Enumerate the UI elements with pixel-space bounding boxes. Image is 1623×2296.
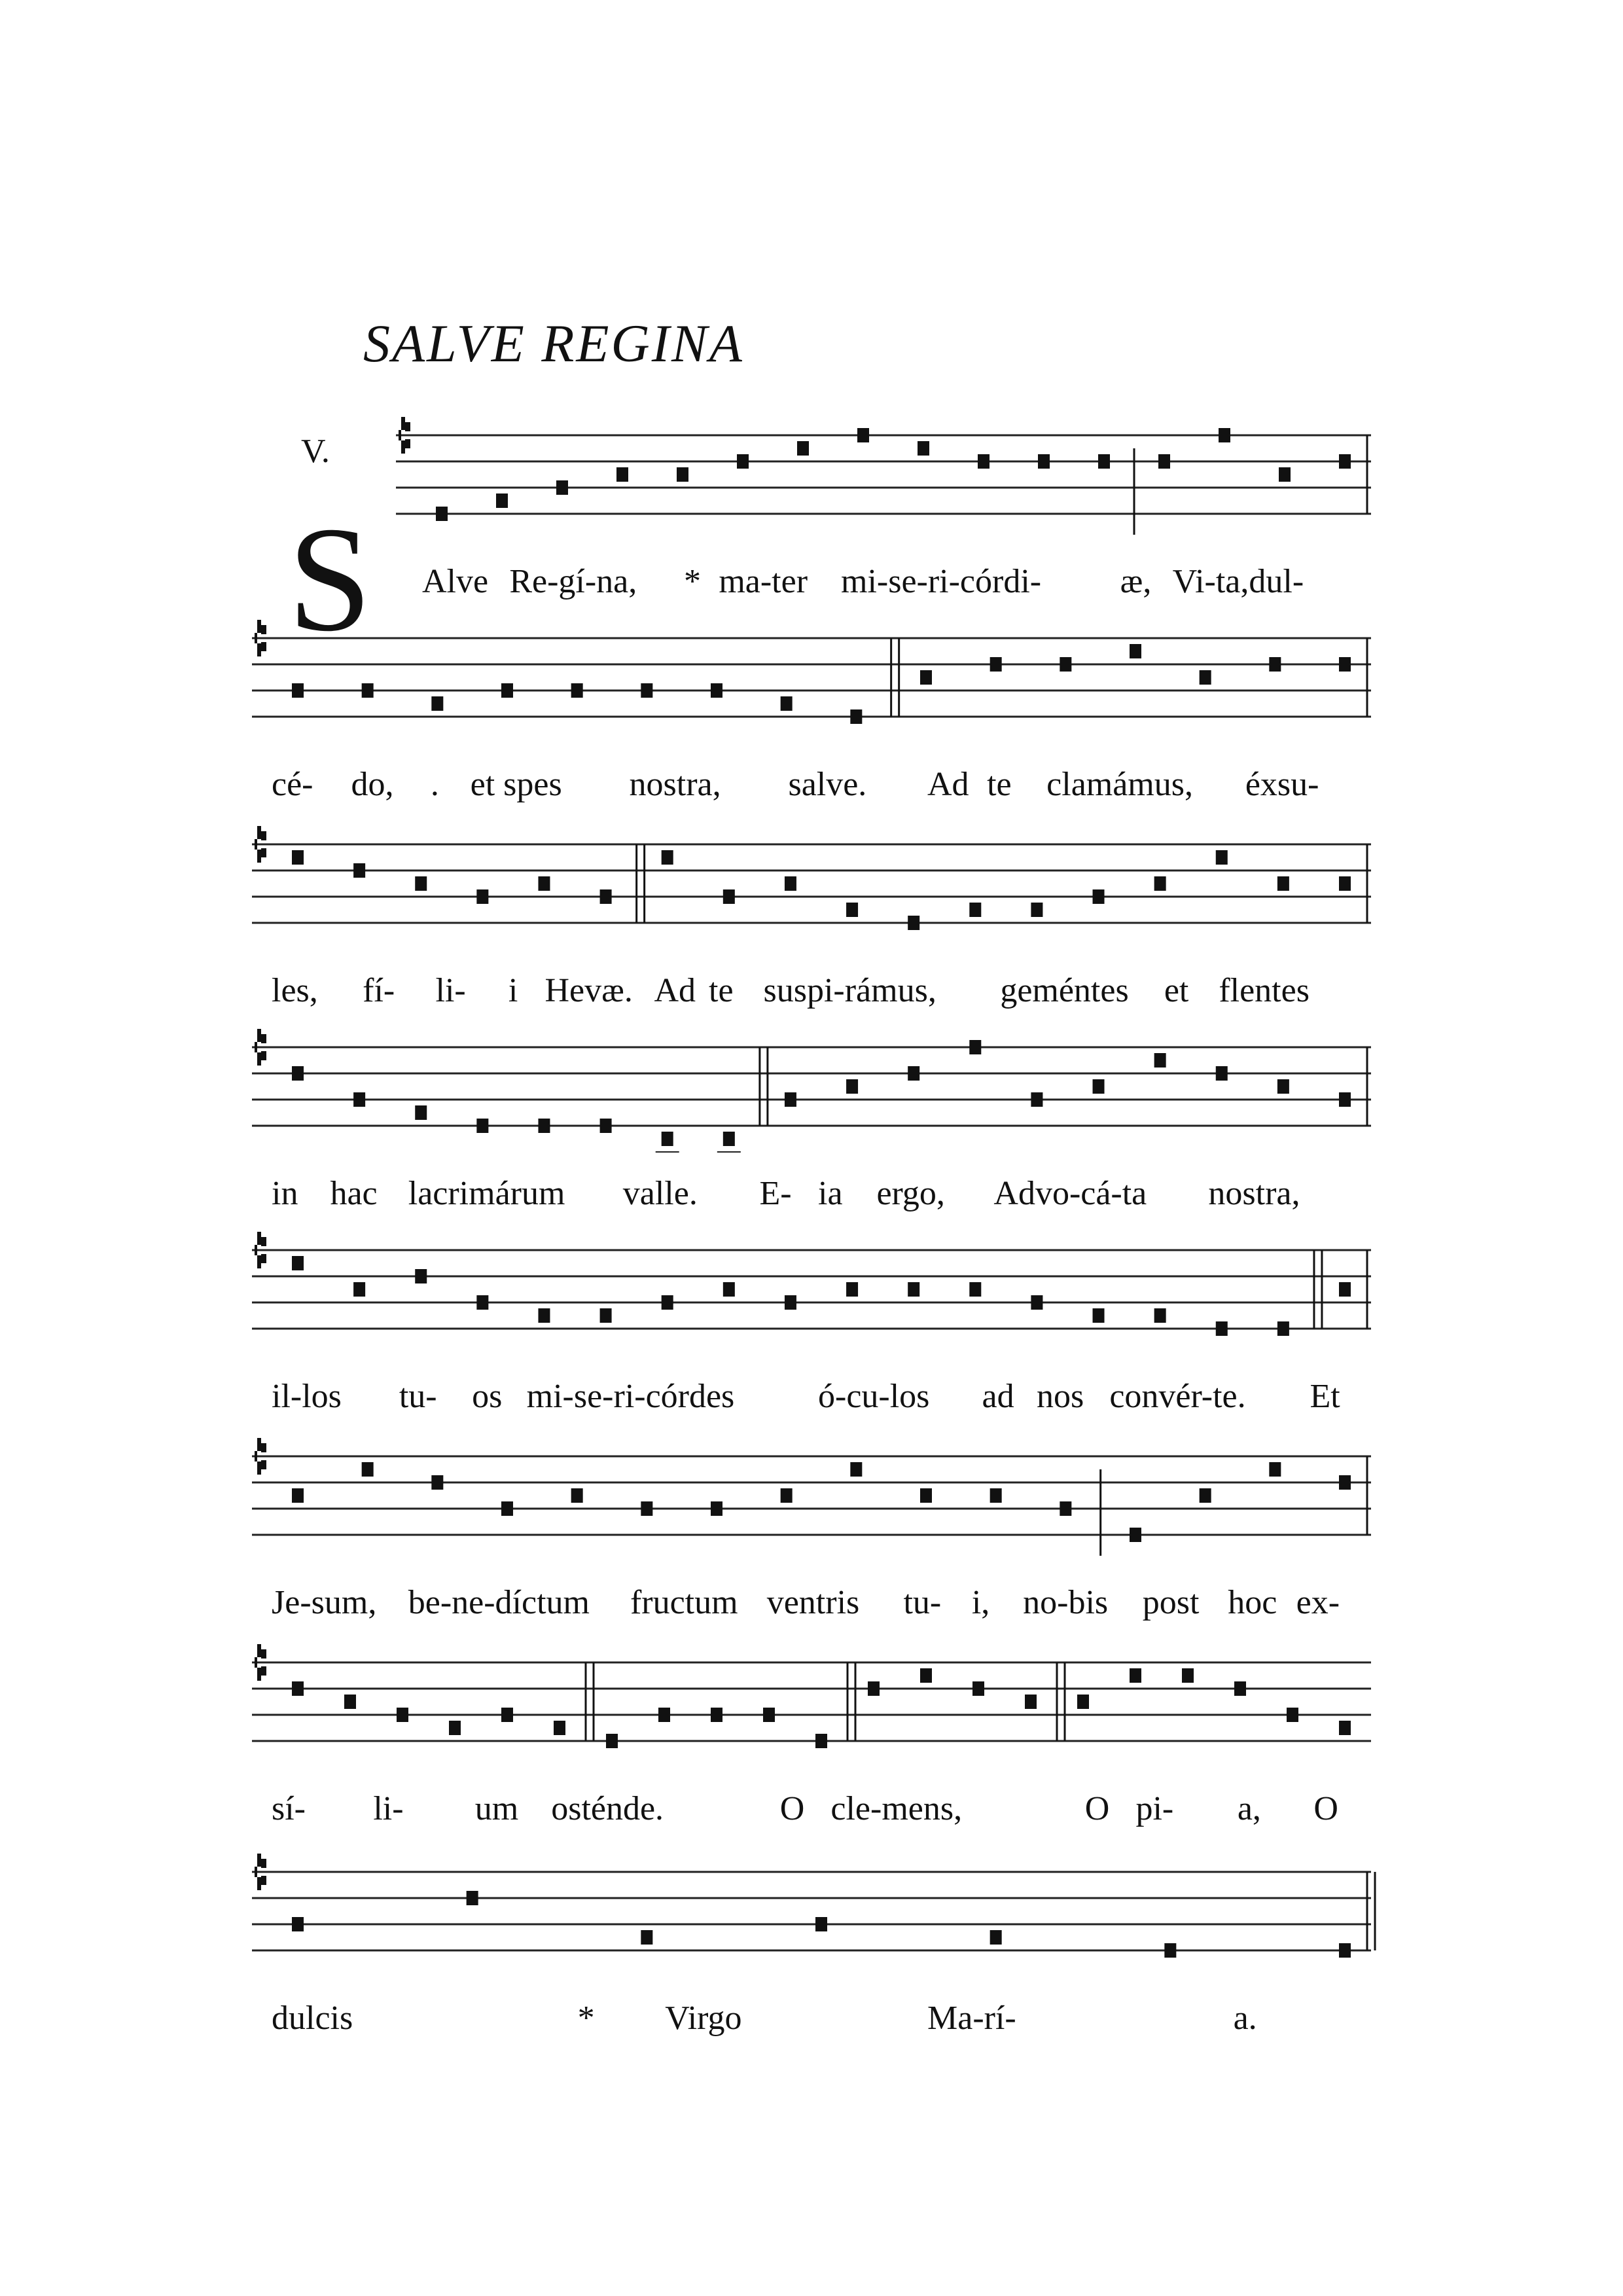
lyric-syllable: et (1164, 972, 1189, 1009)
neume-note (850, 709, 862, 724)
neume-note (1164, 1943, 1176, 1958)
lyric-syllable: O (779, 1790, 805, 1827)
neume-note (815, 1917, 827, 1931)
lyric-syllable: salve. (788, 766, 867, 803)
neume-note (1339, 1282, 1351, 1297)
neume-note (600, 1119, 612, 1133)
lyric-syllable: post (1142, 1584, 1200, 1621)
neume-note (662, 1132, 673, 1146)
neume-note (846, 903, 858, 917)
neume-note (641, 1930, 652, 1945)
lyric-syllable: O (1084, 1790, 1110, 1827)
neume-note (1031, 903, 1043, 917)
neume-note (353, 1282, 365, 1297)
lyric-syllable: convér-te. (1109, 1378, 1246, 1415)
neume-note (763, 1708, 775, 1722)
system-7 (252, 1644, 1371, 1827)
neume-note (292, 1681, 304, 1696)
neume-note (431, 1475, 443, 1490)
lyric-syllable: clamámus, (1046, 766, 1194, 803)
neume-note (476, 889, 488, 904)
neume-note (918, 441, 929, 456)
neume-note (1339, 1943, 1351, 1958)
neume-note (785, 1295, 796, 1310)
lyric-syllable: ia (818, 1175, 843, 1212)
lyric-syllable: Re-gí-na, (509, 563, 637, 600)
lyric-syllable: no-bis (1023, 1584, 1109, 1621)
neume-note (415, 1105, 427, 1120)
lyric-syllable: fí- (363, 972, 395, 1009)
neume-note (292, 1488, 304, 1503)
neume-note (969, 1282, 981, 1297)
neume-note (571, 1488, 583, 1503)
neume-note (616, 467, 628, 482)
chant-title: SALVE REGINA (363, 314, 744, 373)
neume-note (353, 1092, 365, 1107)
lyric-syllable: Ad (927, 766, 969, 803)
lyric-syllable: Hevæ. (544, 972, 633, 1009)
neume-note (978, 454, 990, 469)
lyric-syllable: geméntes (1000, 972, 1129, 1009)
neume-note (785, 1092, 796, 1107)
neume-note (908, 1282, 919, 1297)
neume-note (600, 889, 612, 904)
lyric-syllable: pi- (1135, 1790, 1174, 1827)
lyric-syllable: ad (982, 1378, 1014, 1415)
neume-note (1339, 657, 1351, 672)
neume-note (538, 1119, 550, 1133)
neume-note (449, 1721, 461, 1735)
neume-note (711, 683, 722, 698)
lyric-syllable: . (430, 766, 439, 803)
lyric-syllable: fructum (630, 1584, 738, 1621)
neume-note (1339, 454, 1351, 469)
lyric-syllable: lacrimárum (408, 1175, 565, 1212)
neume-note (496, 493, 508, 508)
lyric-syllable: ó-cu-los (818, 1378, 930, 1415)
lyric-syllable: * (577, 2000, 595, 2037)
neume-note (397, 1708, 408, 1722)
lyric-syllable: flentes (1219, 972, 1310, 1009)
neume-note (1287, 1708, 1298, 1722)
neume-note (1182, 1668, 1194, 1683)
neume-note (292, 1066, 304, 1081)
lyric-syllable: éxsu- (1245, 766, 1319, 803)
system-3 (252, 826, 1371, 1009)
lyric-syllable: nos (1037, 1378, 1084, 1415)
neume-note (723, 1282, 735, 1297)
neume-note (501, 1501, 513, 1516)
neume-note (737, 454, 749, 469)
lyric-syllable: nostra, (1208, 1175, 1300, 1212)
neume-note (571, 683, 583, 698)
neume-note (658, 1708, 670, 1722)
lyric-syllable: Ad (654, 972, 696, 1009)
neume-note (920, 1668, 932, 1683)
neume-note (990, 1488, 1002, 1503)
neume-note (436, 507, 448, 521)
neume-note (1216, 1321, 1228, 1336)
neume-note (1158, 454, 1170, 469)
neume-note (1130, 644, 1141, 658)
neume-note (431, 696, 443, 711)
neume-note (908, 916, 919, 930)
neume-note (1339, 876, 1351, 891)
neume-note (1277, 1079, 1289, 1094)
lyric-syllable: Vi-ta,dul- (1172, 563, 1304, 600)
neume-note (1025, 1695, 1037, 1709)
lyric-syllable: O (1313, 1790, 1338, 1827)
neume-note (920, 670, 932, 685)
lyric-syllable: suspi-rámus, (763, 972, 936, 1009)
system-5 (252, 1232, 1371, 1415)
lyric-syllable: ma-ter (719, 563, 808, 600)
neume-note (1219, 428, 1230, 442)
neume-note (501, 1708, 513, 1722)
neume-note (606, 1734, 618, 1748)
neume-note (362, 1462, 374, 1477)
lyric-syllable: valle. (622, 1175, 698, 1212)
system-8 (252, 1854, 1375, 2037)
neume-note (292, 850, 304, 865)
lyric-syllable: nostra, (629, 766, 721, 803)
neume-note (292, 1256, 304, 1270)
neume-note (1269, 657, 1281, 672)
neume-note (1038, 454, 1050, 469)
neume-note (415, 876, 427, 891)
neume-note (476, 1119, 488, 1133)
lyric-syllable: Je-sum, (272, 1584, 377, 1621)
lyric-syllable: li- (435, 972, 466, 1009)
neume-note (857, 428, 869, 442)
neume-note (1077, 1695, 1089, 1709)
neume-note (1200, 1488, 1211, 1503)
neume-note (641, 1501, 652, 1516)
lyric-syllable: i, (971, 1584, 990, 1621)
neume-note (1031, 1295, 1043, 1310)
neume-note (1339, 1092, 1351, 1107)
lyric-syllable: te (987, 766, 1012, 803)
lyric-syllable: Ma-rí- (927, 2000, 1016, 2037)
lyric-syllable: tu- (399, 1378, 437, 1415)
neume-note (1216, 850, 1228, 865)
lyric-syllable: li- (373, 1790, 404, 1827)
lyric-syllable: i (508, 972, 518, 1009)
neume-note (476, 1295, 488, 1310)
neume-note (990, 1930, 1002, 1945)
neume-note (908, 1066, 919, 1081)
neume-note (711, 1501, 722, 1516)
neume-note (972, 1681, 984, 1696)
neume-note (1093, 1079, 1105, 1094)
neume-note (1279, 467, 1291, 482)
neume-note (344, 1695, 356, 1709)
lyric-syllable: æ, (1120, 563, 1152, 600)
neume-note (723, 1132, 735, 1146)
neume-note (850, 1462, 862, 1477)
neume-note (467, 1891, 478, 1905)
neume-note (641, 683, 652, 698)
lyric-syllable: il-los (272, 1378, 342, 1415)
neume-note (797, 441, 809, 456)
neume-note (662, 850, 673, 865)
neume-note (1216, 1066, 1228, 1081)
lyric-syllable: dulcis (272, 2000, 353, 2037)
system-6 (252, 1438, 1371, 1621)
neume-note (1200, 670, 1211, 685)
neume-note (1031, 1092, 1043, 1107)
lyric-syllable: um (474, 1790, 519, 1827)
lyric-syllable: ergo, (876, 1175, 945, 1212)
neume-note (415, 1269, 427, 1283)
lyric-syllable: les, (272, 972, 318, 1009)
neume-note (1060, 657, 1071, 672)
neume-note (711, 1708, 722, 1722)
neume-note (600, 1308, 612, 1323)
neume-note (1339, 1721, 1351, 1735)
lyric-syllable: in (272, 1175, 298, 1212)
neume-note (538, 876, 550, 891)
neume-note (1154, 1053, 1166, 1067)
neume-note (846, 1282, 858, 1297)
lyric-syllable: ventris (766, 1584, 860, 1621)
lyric-syllable: osténde. (551, 1790, 664, 1827)
lyric-syllable: be-ne-díctum (408, 1584, 590, 1621)
system-2 (252, 620, 1371, 803)
lyric-syllable: ex- (1296, 1584, 1340, 1621)
neume-note (990, 657, 1002, 672)
lyric-syllable: cé- (272, 766, 313, 803)
neume-note (362, 683, 374, 698)
neume-note (1060, 1501, 1071, 1516)
lyric-syllable: mi-se-ri-córdes (526, 1378, 735, 1415)
neume-note (1130, 1528, 1141, 1542)
lyric-syllable: hac (330, 1175, 378, 1212)
lyric-syllable: do, (351, 766, 394, 803)
neume-note (781, 696, 793, 711)
lyric-syllable: Virgo (665, 2000, 742, 2037)
neume-note (781, 1488, 793, 1503)
neume-note (1093, 889, 1105, 904)
system-4 (252, 1029, 1371, 1212)
neume-note (538, 1308, 550, 1323)
neume-note (1093, 1308, 1105, 1323)
lyric-syllable: Advo-cá-ta (993, 1175, 1147, 1212)
lyric-syllable: Et (1310, 1378, 1340, 1415)
mode-marker: V. (301, 433, 330, 470)
neume-note (677, 467, 688, 482)
neume-note (1277, 1321, 1289, 1336)
neume-note (1154, 876, 1166, 891)
neume-note (969, 1040, 981, 1054)
neume-note (1098, 454, 1110, 469)
neume-note (846, 1079, 858, 1094)
lyric-syllable: mi-se-ri-córdi- (841, 563, 1042, 600)
neume-note (815, 1734, 827, 1748)
neume-note (554, 1721, 565, 1735)
neume-note (292, 683, 304, 698)
neume-note (1339, 1475, 1351, 1490)
initial-letter: S (288, 495, 372, 662)
neume-note (969, 903, 981, 917)
lyric-syllable: E- (759, 1175, 792, 1212)
neume-note (1130, 1668, 1141, 1683)
lyric-syllable: te (709, 972, 734, 1009)
lyric-syllable: hoc (1228, 1584, 1277, 1621)
neume-note (1277, 876, 1289, 891)
lyric-syllable: sí- (272, 1790, 306, 1827)
neume-note (723, 889, 735, 904)
neume-note (1234, 1681, 1246, 1696)
neume-note (353, 863, 365, 878)
lyric-syllable: os (472, 1378, 503, 1415)
system-1 (396, 417, 1371, 600)
lyric-syllable: a, (1237, 1790, 1261, 1827)
lyric-syllable: * (684, 563, 701, 600)
lyric-syllable: et spes (470, 766, 562, 803)
neume-note (868, 1681, 880, 1696)
neume-note (662, 1295, 673, 1310)
neume-note (920, 1488, 932, 1503)
lyric-syllable: cle-mens, (830, 1790, 963, 1827)
neume-note (785, 876, 796, 891)
neume-note (556, 480, 568, 495)
lyric-syllable: tu- (903, 1584, 942, 1621)
lyric-syllable: Alve (422, 563, 489, 600)
neume-note (1269, 1462, 1281, 1477)
neume-note (292, 1917, 304, 1931)
neume-note (501, 683, 513, 698)
lyric-syllable: a. (1233, 2000, 1257, 2037)
neume-note (1154, 1308, 1166, 1323)
